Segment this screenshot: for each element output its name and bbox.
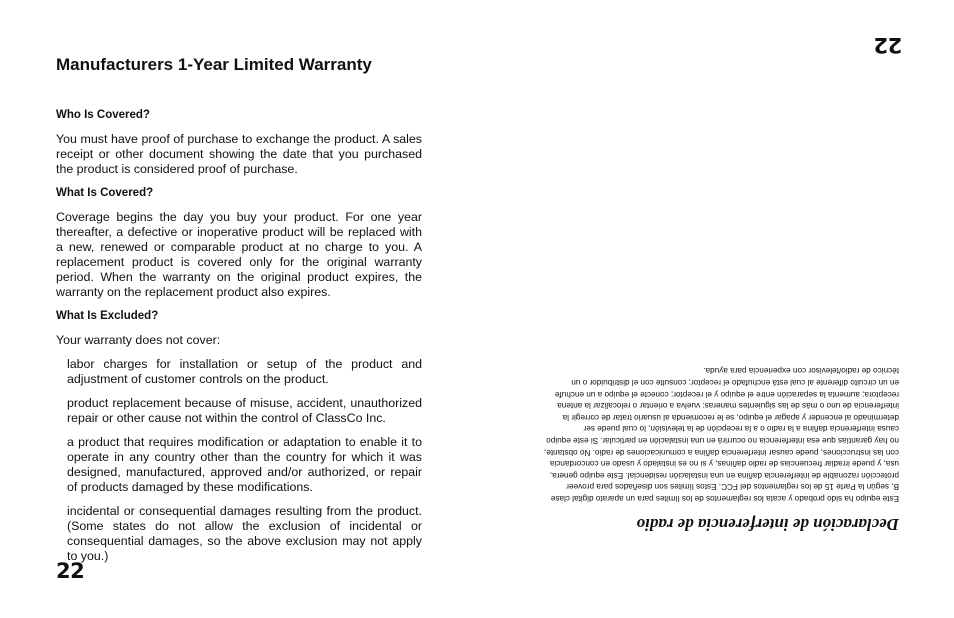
exclusion-item: incidental or consequential damages resulting from the product. (Some states do not allow the exclusion of incidental or consequential damages, so the above exclusion may not apply to you.) xyxy=(67,504,422,563)
page-number-left: 22 xyxy=(56,559,85,583)
warranty-body xyxy=(56,108,422,573)
exclusion-item: product replacement because of misuse, accident, unauthorized repair or other cause not within the control of ClassCo Inc. xyxy=(67,396,422,425)
exclusion-item: a product that requires modification or adaptation to enable it to operate in any country other than the country for which it was designed, manufactured, approved and/or authorized, or repair of products damaged by these modifications. xyxy=(67,435,422,494)
page-number-right: 22 xyxy=(874,33,903,57)
spanish-title: Declaración de interferencia de radio xyxy=(636,515,899,535)
warranty-title: Manufacturers 1-Year Limited Warranty xyxy=(56,55,372,74)
exclusion-item: labor charges for installation or setup of the product and adjustment of customer controls on the product. xyxy=(67,357,422,386)
spanish-interference-block xyxy=(544,365,899,534)
what-covered-text: Coverage begins the day you buy your product. For one year thereafter, a defective or inoperative product will be replaced with a new, renewed or comparable product at no charge to you. A replacement product is covered only for the original warranty period. When the warranty on the original product expires, the warranty on the replacement product also expires. xyxy=(56,210,422,299)
who-covered-heading: Who Is Covered? xyxy=(56,109,150,121)
spanish-body: Este equipo ha sido probado y acata los reglamentos de los límites para un aparato digital clase B, según la Parte 15 de los reglamentos del FCC. Estos límites son diseñados para proveer protección razonable de interferencia dañina en una instalación residencial. Este equipo genera, usa, y puede irradiar frecuencias de radio dañinas, y si no es instalado y usado en concordancia con las instrucciones, puede causar interferencia dañina a comunicaciones de radio. No obstante, no hay garantías que esa interferencia no ocurrirá en una instalación en particular. Si este equipo causa interferencia dañina a la radio o a la recepción de la televisión, lo cual puede ser determinado al encender y apagar el equipo, se le recomienda al usuario tratar de corregir la interferencia de uno o más de las siguientes maneras: vuelva a orientar o relocalizar la antena receptora; aumenta la separación entre el equipo y el receptor; conecte el equipo a un enchufe en un circuito diferente al cual está enchufado el receptor; consulte con el distribuidor o un técnico de radio/televisor con experiencia para ayuda. xyxy=(543,366,899,504)
who-covered-text: You must have proof of purchase to exchange the product. A sales receipt or other document showing the date that you purchased the product is considered proof of purchase. xyxy=(56,132,422,176)
what-excluded-heading: What Is Excluded? xyxy=(56,310,159,322)
what-covered-heading: What Is Covered? xyxy=(56,187,154,199)
excluded-intro: Your warranty does not cover: xyxy=(56,333,221,347)
